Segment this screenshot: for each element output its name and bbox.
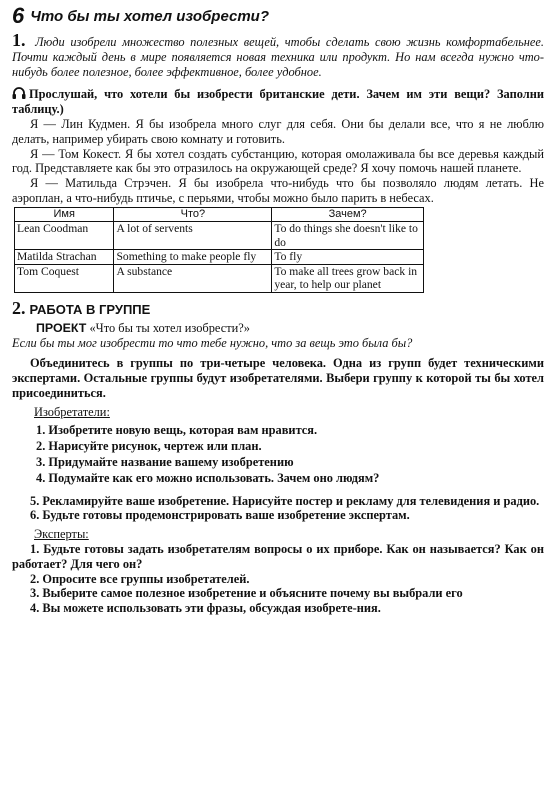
table-row bbox=[15, 264, 424, 292]
table-cell: Something to make people fly bbox=[114, 250, 272, 265]
table-cell: Tom Coquest bbox=[15, 264, 114, 292]
section-title bbox=[12, 3, 544, 28]
list-item: 3. Придумайте название вашему изобретению bbox=[36, 454, 294, 469]
experts-item-1: 1. Будьте готовы задать изобретателям вопросы о их приборе. Как он называется? Как он работает? Для чего он? bbox=[12, 541, 544, 571]
table-cell: To do things she doesn't like to do bbox=[272, 222, 424, 250]
exercise-1 bbox=[12, 30, 544, 79]
table-header-name: Имя bbox=[15, 207, 114, 222]
list-item: 4. Подумайте как его можно использовать. Зачем оно людям? bbox=[36, 470, 380, 485]
table-row bbox=[15, 222, 424, 250]
listening-paragraph-2: Я — Том Кокест. Я бы хотел создать субстанцию, которая омолаживала бы все деревья каждый год. Представляете как бы это отразилось на окружающей среде? Я хочу помочь нашей планете. bbox=[12, 146, 544, 176]
exercise-2-title: РАБОТА В ГРУППЕ bbox=[29, 301, 151, 317]
inventors-item-6: 6. Будьте готовы продемонстрировать ваше изобретение экспертам. bbox=[30, 508, 410, 523]
table-cell: Lean Coodman bbox=[15, 222, 114, 250]
table-cell: Matilda Strachan bbox=[15, 250, 114, 265]
table-cell: To make all trees grow back in year, to help our planet bbox=[272, 264, 424, 292]
experts-item-3: 3. Выберите самое полезное изобретение и объясните почему вы выбрали его bbox=[30, 586, 463, 601]
exercise-2-heading bbox=[12, 299, 544, 319]
listening-instruction-text: Прослушай, что хотели бы изобрести британские дети. Зачем им эти вещи? Заполни таблицу.) bbox=[12, 87, 544, 117]
exercise-1-text: Люди изобрели множество полезных вещей, чтобы сделать свою жизнь комфортабельнее. Почти каждый день в мире появляется новая техника или продукт. Но нам всегда нужно что-нибудь более полезное, более эффективное, более удобное. bbox=[12, 35, 544, 79]
table-cell: To fly bbox=[272, 250, 424, 265]
experts-label: Эксперты: bbox=[34, 527, 89, 542]
list-item: 1. Изобретите новую вещь, которая вам нравится. bbox=[36, 422, 318, 437]
headphones-icon bbox=[12, 87, 26, 99]
answers-table bbox=[14, 207, 424, 293]
table-header-what: Что? bbox=[114, 207, 272, 222]
experts-item-2: 2. Опросите все группы изобретателей. bbox=[30, 571, 250, 586]
listening-paragraph-1: Я — Лин Кудмен. Я бы изобрела много слуг для себя. Они бы делали все, что я не люблю делать, например убирать свою комнату и готовить. bbox=[12, 116, 544, 146]
exercise-2-number: 2. bbox=[12, 297, 26, 318]
listening-paragraph-3: Я — Матильда Стрэчен. Я бы изобрела что-нибудь что бы позволяло людям летать. Не аэроплан, а что-нибудь птичье, с перьями, чтобы можно было парить в небесах. bbox=[12, 176, 544, 205]
table-cell: A lot of servents bbox=[114, 222, 272, 250]
table-row bbox=[15, 250, 424, 265]
textbook-page bbox=[12, 3, 544, 616]
listening-instruction bbox=[12, 87, 544, 117]
exercise-1-number: 1. bbox=[12, 30, 26, 50]
table-header-row bbox=[15, 207, 424, 222]
experts-item-4: 4. Вы можете использовать эти фразы, обсуждая изобрете-ния. bbox=[30, 601, 381, 616]
inventors-item-5: 5. Рекламируйте ваше изобретение. Нарисуйте постер и рекламу для телевидения и радио. bbox=[30, 493, 540, 508]
project-label: ПРОЕКТ bbox=[36, 320, 87, 335]
project-line bbox=[12, 321, 544, 336]
table-cell: A substance bbox=[114, 264, 272, 292]
section-title-text: Что бы ты хотел изобрести? bbox=[30, 8, 269, 25]
inventors-label: Изобретатели: bbox=[34, 404, 110, 419]
list-item: 2. Нарисуйте рисунок, чертеж или план. bbox=[36, 438, 262, 453]
table-header-why: Зачем? bbox=[272, 207, 424, 222]
section-number: 6 bbox=[12, 3, 25, 28]
project-intro: Если бы ты мог изобрести то что тебе нужно, что за вещь это была бы? bbox=[12, 335, 413, 350]
group-task: Объединитесь в группы по три-четыре человека. Одна из групп будет техническими экспертами. Остальные группы будут изобретателями. Выбери группу к которой ты бы хотел присоединиться. bbox=[12, 356, 544, 400]
inventors-list bbox=[12, 422, 544, 486]
project-title: «Что бы ты хотел изобрести?» bbox=[89, 320, 250, 335]
